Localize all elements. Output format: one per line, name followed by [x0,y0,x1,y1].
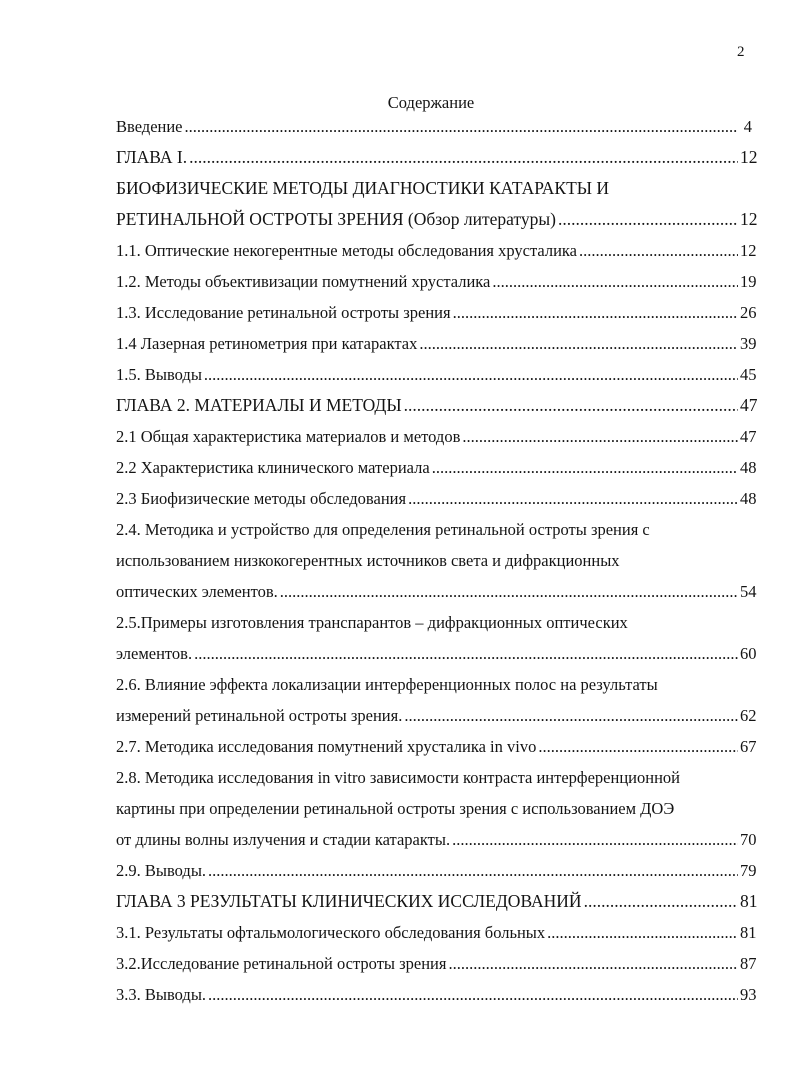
toc-entry [116,452,757,483]
toc-entry-page: 60 [740,644,757,663]
toc-entry-title: картины при определении ретинальной остроты зрения с использованием ДОЭ [116,799,675,818]
toc-entry [116,390,758,421]
toc-entry-page: 81 [740,891,758,911]
toc-entry-page: 54 [740,582,757,601]
toc-entry-title: использованием низкокогерентных источников света и дифракционных [116,551,620,570]
toc-entry [116,328,757,359]
toc-dot-leader [194,638,738,669]
toc-entry [116,731,757,762]
page-title: Содержание [387,93,475,112]
toc-entry-page: 67 [740,737,757,756]
toc-entry-title: 1.5. Выводы [116,365,202,384]
toc-entry-page: 12 [740,147,758,167]
toc-entry [116,607,752,638]
toc-entry [116,669,752,700]
toc-entry-page: 39 [740,334,757,353]
toc-entry-title: 2.9. Выводы. [116,861,207,880]
toc-dot-leader [419,328,738,359]
toc-entry-page: 4 [743,117,752,136]
page-number: 2 [737,44,745,60]
toc-entry [116,700,757,731]
toc-entry-page: 47 [740,427,757,446]
toc-entry [116,514,752,545]
toc-entry [116,483,757,514]
toc-entry [116,638,757,669]
toc-entry-title: 2.8. Методика исследования in vitro зависимости контраста интерференционной [116,768,680,787]
toc-dot-leader [404,390,738,421]
toc-dot-leader [208,979,738,1010]
toc-entry-title: БИОФИЗИЧЕСКИЕ МЕТОДЫ ДИАГНОСТИКИ КАТАРАКТЫ И [116,178,610,198]
toc-entry-title: ГЛАВА 2. МАТЕРИАЛЫ И МЕТОДЫ [116,395,402,415]
toc-entry [116,111,752,142]
toc-dot-leader [448,948,738,979]
toc-dot-leader [584,886,738,917]
toc-entry-title: 2.1 Общая характеристика материалов и методов [116,427,461,446]
toc-entry [116,793,752,824]
toc-entry [116,204,758,235]
toc-entry-title: РЕТИНАЛЬНОЙ ОСТРОТЫ ЗРЕНИЯ (Обзор литературы) [116,209,557,229]
toc-entry-title: 2.3 Биофизические методы обследования [116,489,407,508]
toc-entry-title: 1.1. Оптические некогерентные методы обследования хрусталика [116,241,578,260]
toc-entry [116,855,757,886]
toc-entry-title: 2.2 Характеристика клинического материала [116,458,430,477]
toc-entry-title: 2.4. Методика и устройство для определения ретинальной остроты зрения с [116,520,650,539]
toc-dot-leader [432,452,738,483]
toc-entry-page: 87 [740,954,757,973]
toc-dot-leader [492,266,738,297]
toc-entry-title: 3.3. Выводы. [116,985,207,1004]
toc-entry-page: 48 [740,458,757,477]
toc-dot-leader [452,824,738,855]
toc-entry-title: 3.2.Исследование ретинальной остроты зрения [116,954,447,973]
toc-entry-page: 19 [740,272,757,291]
toc-entry-page: 81 [740,923,757,942]
toc-entry-page: 62 [740,706,757,725]
toc-entry [116,235,757,266]
toc-dot-leader [462,421,738,452]
toc-entry-title: 1.2. Методы объективизации помутнений хрусталика [116,272,491,291]
toc-entry-page: 79 [740,861,757,880]
toc-entry-page: 93 [740,985,757,1004]
toc-entry-title: от длины волны излучения и стадии катаракты. [116,830,451,849]
toc-entry-page: 45 [740,365,757,384]
toc-dot-leader [185,111,738,142]
toc-entry-title: 1.4 Лазерная ретинометрия при катарактах [116,334,418,353]
toc-entry [116,359,757,390]
toc-dot-leader [404,700,738,731]
toc-entry-title: 1.3. Исследование ретинальной остроты зрения [116,303,451,322]
toc-entry [116,421,757,452]
toc-entry-title: 2.6. Влияние эффекта локализации интерференционных полос на результаты [116,675,658,694]
toc-entry [116,297,757,328]
toc-dot-leader [189,142,738,173]
toc-dot-leader [547,917,738,948]
toc-entry-page: 26 [740,303,757,322]
toc-entry-page: 47 [740,395,758,415]
table-of-contents [116,111,758,1010]
toc-entry [116,173,752,204]
toc-entry-page: 70 [740,830,757,849]
toc-entry [116,886,758,917]
toc-entry [116,917,757,948]
toc-dot-leader [280,576,738,607]
toc-entry-title: ГЛАВА I. [116,147,188,167]
toc-dot-leader [558,204,738,235]
toc-dot-leader [408,483,738,514]
toc-dot-leader [538,731,738,762]
toc-entry-title: ГЛАВА 3 РЕЗУЛЬТАТЫ КЛИНИЧЕСКИХ ИССЛЕДОВАНИЙ [116,891,582,911]
toc-entry [116,142,758,173]
toc-entry-page: 48 [740,489,757,508]
toc-entry-title: оптических элементов. [116,582,278,601]
toc-entry [116,824,757,855]
toc-dot-leader [453,297,738,328]
toc-dot-leader [208,855,738,886]
toc-entry-title: элементов. [116,644,193,663]
toc-entry [116,762,752,793]
toc-entry [116,948,757,979]
toc-entry-title: 3.1. Результаты офтальмологического обследования больных [116,923,546,942]
toc-entry-title: 2.5.Примеры изготовления транспарантов – дифракционных оптических [116,613,628,632]
toc-entry [116,979,757,1010]
toc-entry-page: 12 [740,209,758,229]
toc-entry [116,266,757,297]
toc-dot-leader [579,235,738,266]
toc-entry [116,545,752,576]
toc-entry [116,576,757,607]
toc-entry-page: 12 [740,241,757,260]
toc-entry-title: Введение [116,117,183,136]
toc-entry-title: 2.7. Методика исследования помутнений хрусталика in vivo [116,737,537,756]
toc-entry-title: измерений ретинальной остроты зрения. [116,706,403,725]
toc-dot-leader [204,359,738,390]
